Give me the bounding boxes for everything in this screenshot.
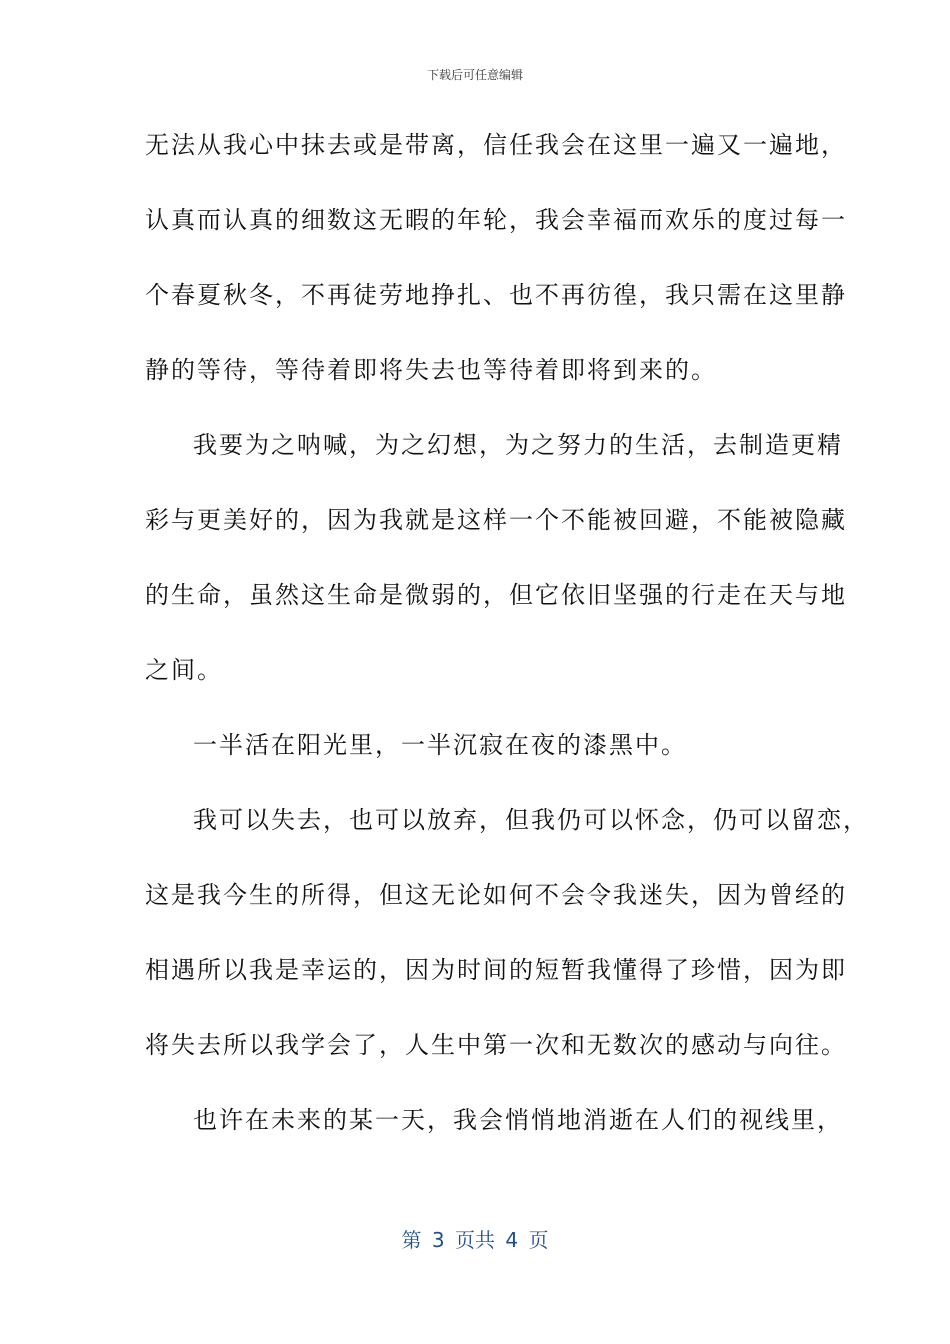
footer-middle: 页共 (455, 1228, 495, 1252)
text-line: 之间。 (145, 656, 223, 684)
page-header: 下载后可任意编辑 (426, 68, 523, 82)
footer-prefix: 第 (401, 1228, 422, 1252)
text-line: 认真而认真的细数这无暇的年轮，我会幸福而欢乐的度过每一 (145, 206, 847, 234)
footer-total-pages: 4 (505, 1228, 519, 1252)
paragraph-start-line: 我要为之呐喊，为之幻想，为之努力的生活，去制造更精 (193, 431, 843, 459)
text-line: 的生命，虽然这生命是微弱的，但它依旧坚强的行走在天与地 (145, 581, 847, 609)
text-line: 这是我今生的所得，但这无论如何不会令我迷失，因为曾经的 (145, 881, 847, 909)
text-line: 彩与更美好的，因为我就是这样一个不能被回避，不能被隐藏 (145, 506, 847, 534)
paragraph-start-line: 我可以失去，也可以放弃，但我仍可以怀念，仍可以留恋， (193, 806, 869, 834)
paragraph-start-line: 一半活在阳光里，一半沉寂在夜的漆黑中。 (193, 731, 687, 759)
document-body (145, 120, 869, 1170)
footer-suffix: 页 (528, 1228, 549, 1252)
text-line: 无法从我心中抹去或是带离，信任我会在这里一遍又一遍地， (145, 131, 847, 159)
page-footer (0, 1224, 950, 1253)
text-line: 个春夏秋冬，不再徒劳地挣扎、也不再彷徨，我只需在这里静 (145, 281, 847, 309)
text-line: 将失去所以我学会了，人生中第一次和无数次的感动与向往。 (145, 1031, 847, 1059)
footer-current-page: 3 (431, 1228, 445, 1252)
paragraph-start-line: 也许在未来的某一天，我会悄悄地消逝在人们的视线里， (193, 1106, 843, 1134)
text-line: 静的等待，等待着即将失去也等待着即将到来的。 (145, 356, 717, 384)
text-line: 相遇所以我是幸运的，因为时间的短暂我懂得了珍惜，因为即 (145, 956, 847, 984)
